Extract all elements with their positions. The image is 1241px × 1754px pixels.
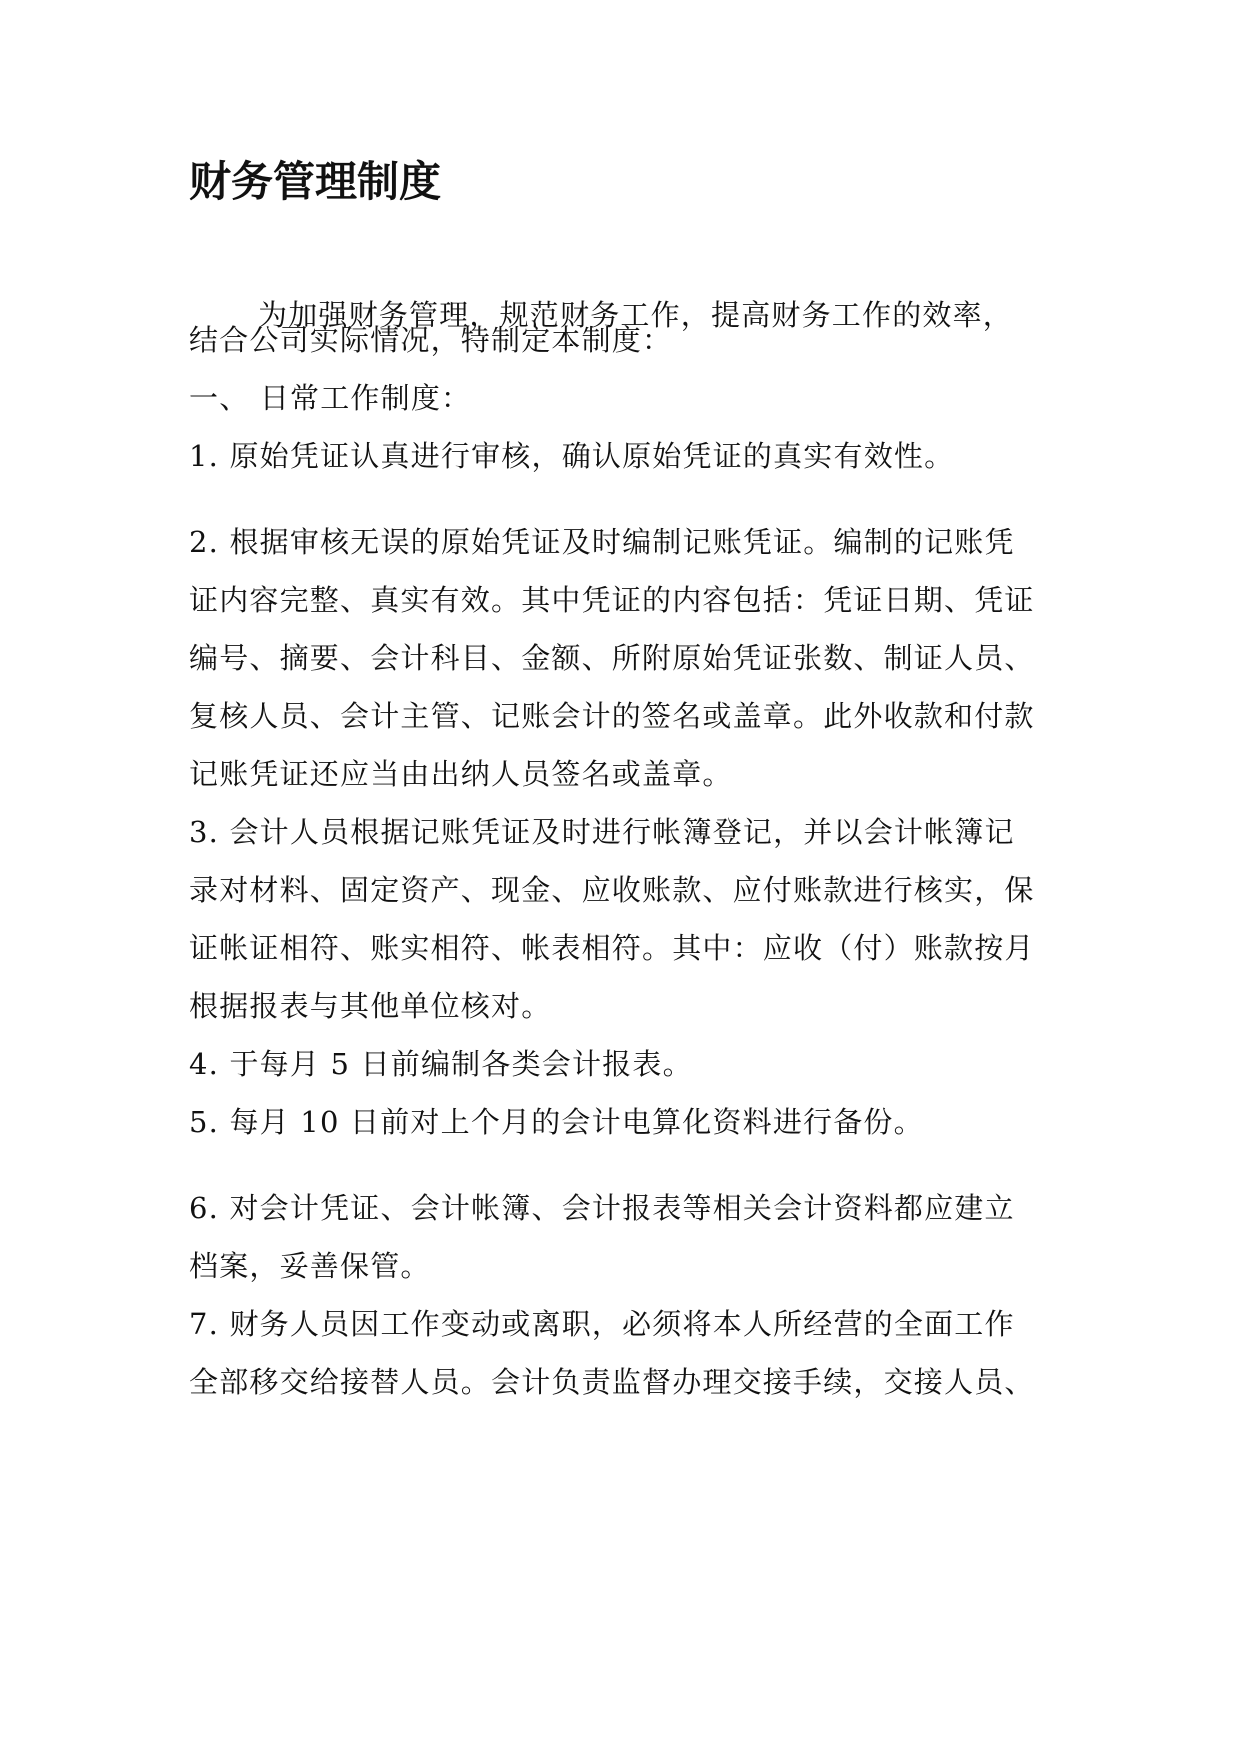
- item-5-line-1: 5. 每月 10 日前对上个月的会计电算化资料进行备份。: [189, 1105, 924, 1139]
- item-2-line-1: 2. 根据审核无误的原始凭证及时编制记账凭证。编制的记账凭: [189, 525, 1015, 559]
- item-2-line-3: 编号、摘要、会计科目、金额、所附原始凭证张数、制证人员、: [189, 641, 1035, 675]
- item-3-line-3: 证帐证相符、账实相符、帐表相符。其中：应收（付）账款按月: [189, 931, 1035, 965]
- item-3-line-1: 3. 会计人员根据记账凭证及时进行帐簿登记，并以会计帐簿记: [189, 815, 1015, 849]
- item-3-line-4: 根据报表与其他单位核对。: [189, 989, 552, 1023]
- item-4-line-1: 4. 于每月 5 日前编制各类会计报表。: [189, 1047, 693, 1081]
- item-6-line-2: 档案，妥善保管。: [189, 1249, 431, 1283]
- item-2-line-2: 证内容完整、真实有效。其中凭证的内容包括：凭证日期、凭证: [189, 583, 1035, 617]
- item-6-line-1: 6. 对会计凭证、会计帐簿、会计报表等相关会计资料都应建立: [189, 1191, 1015, 1225]
- intro-line-2: 结合公司实际情况，特制定本制度：: [189, 323, 673, 357]
- section-heading: 一、 日常工作制度：: [189, 381, 472, 415]
- item-7-line-2: 全部移交给接替人员。会计负责监督办理交接手续，交接人员、: [189, 1365, 1035, 1399]
- document-title: 财务管理制度: [189, 157, 442, 206]
- item-7-line-1: 7. 财务人员因工作变动或离职，必须将本人所经营的全面工作: [189, 1307, 1015, 1341]
- item-2-line-4: 复核人员、会计主管、记账会计的签名或盖章。此外收款和付款: [189, 699, 1035, 733]
- item-2-line-5: 记账凭证还应当由出纳人员签名或盖章。: [189, 757, 733, 791]
- intro-line-1: 为加强财务管理，规范财务工作，提高财务工作的效率，: [258, 298, 1014, 332]
- item-3-line-2: 录对材料、固定资产、现金、应收账款、应付账款进行核实，保: [189, 873, 1035, 907]
- item-1-line-1: 1. 原始凭证认真进行审核，确认原始凭证的真实有效性。: [189, 439, 955, 473]
